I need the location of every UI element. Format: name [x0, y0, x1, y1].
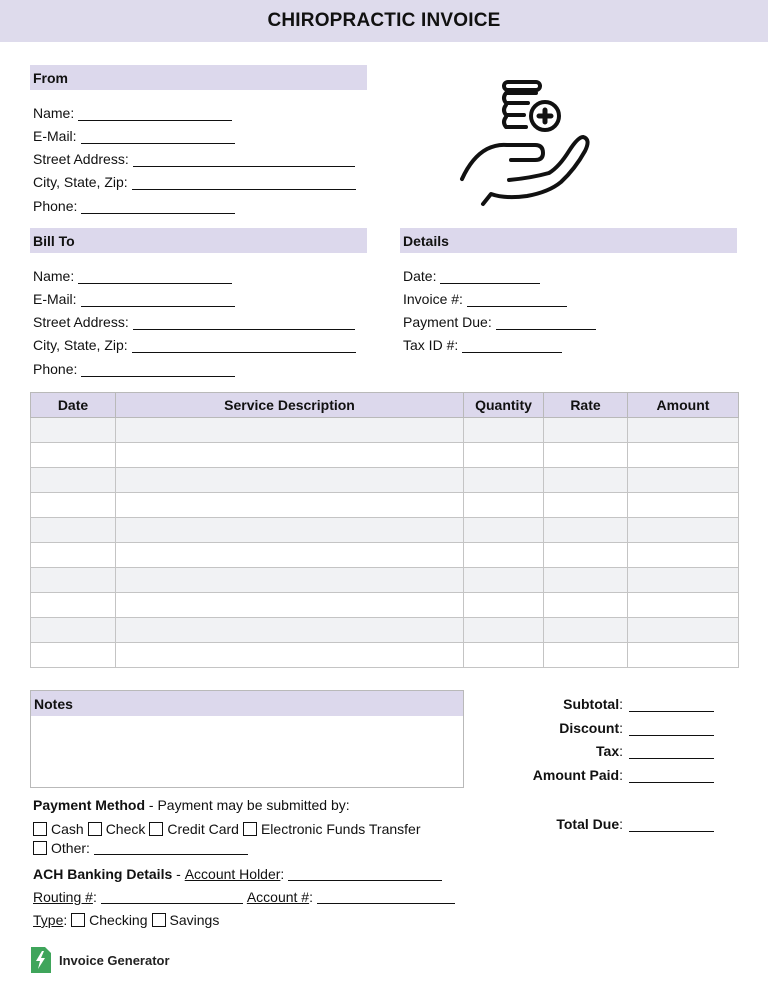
table-cell[interactable] — [31, 518, 116, 543]
discount-field[interactable]: Discount : — [559, 718, 714, 736]
table-cell[interactable] — [544, 568, 628, 593]
table-cell[interactable] — [116, 593, 464, 618]
account-number-label: Account # — [246, 889, 310, 905]
table-row — [31, 518, 739, 543]
table-cell[interactable] — [31, 618, 116, 643]
from-name-field[interactable]: Name: — [33, 103, 232, 121]
ach-label: ACH Banking Details — [33, 866, 173, 882]
table-cell[interactable] — [628, 543, 739, 568]
table-cell[interactable] — [31, 493, 116, 518]
title-bar — [0, 0, 768, 42]
table-cell[interactable] — [628, 643, 739, 668]
brand-name: Invoice Generator — [59, 952, 170, 968]
table-row — [31, 568, 739, 593]
table-cell[interactable] — [544, 593, 628, 618]
table-cell[interactable] — [116, 518, 464, 543]
savings-checkbox[interactable] — [152, 913, 166, 927]
table-row — [31, 618, 739, 643]
subtotal-field[interactable]: Subtotal : — [563, 694, 714, 712]
table-cell[interactable] — [116, 618, 464, 643]
amount-paid-field[interactable]: Amount Paid : — [533, 765, 714, 783]
payment-method-line — [33, 797, 350, 813]
table-cell[interactable] — [31, 418, 116, 443]
routing-label: Routing # — [33, 889, 93, 905]
table-row — [31, 468, 739, 493]
payment-options-row — [33, 821, 424, 837]
type-label: Type — [33, 912, 64, 928]
payment-method-note: - Payment may be submitted by: — [145, 797, 350, 813]
account-holder-label: Account Holder — [184, 866, 281, 882]
total-due-field[interactable]: Total Due : — [556, 814, 714, 832]
details-heading: Details — [400, 228, 737, 253]
table-row — [31, 543, 739, 568]
table-cell[interactable] — [628, 443, 739, 468]
credit-card-checkbox[interactable] — [149, 822, 163, 836]
details-date-field[interactable]: Date: — [403, 266, 540, 284]
column-header-service-description: Service Description — [116, 393, 464, 418]
items-table-body — [31, 418, 739, 668]
table-cell[interactable] — [116, 568, 464, 593]
from-email-field[interactable]: E-Mail: — [33, 126, 235, 144]
table-cell[interactable] — [464, 518, 544, 543]
table-cell[interactable] — [31, 568, 116, 593]
checking-checkbox[interactable] — [71, 913, 85, 927]
payment-option-other[interactable]: Other: — [33, 840, 248, 856]
table-cell[interactable] — [464, 418, 544, 443]
table-cell[interactable] — [116, 443, 464, 468]
eft-checkbox[interactable] — [243, 822, 257, 836]
table-cell[interactable] — [544, 468, 628, 493]
table-cell[interactable] — [544, 618, 628, 643]
table-cell[interactable] — [544, 643, 628, 668]
table-row — [31, 643, 739, 668]
payment-option-credit-card[interactable]: Credit Card — [149, 821, 239, 837]
details-tax-id-field[interactable]: Tax ID #: — [403, 335, 562, 353]
table-cell[interactable] — [464, 643, 544, 668]
table-row — [31, 593, 739, 618]
type-option-checking[interactable]: Checking — [71, 912, 147, 928]
table-cell[interactable] — [116, 643, 464, 668]
type-option-savings[interactable]: Savings — [152, 912, 220, 928]
table-cell[interactable] — [628, 493, 739, 518]
tax-field[interactable]: Tax : — [596, 741, 714, 759]
items-table — [30, 392, 739, 668]
column-header-date: Date — [31, 393, 116, 418]
from-phone-field[interactable]: Phone: — [33, 196, 235, 214]
bill-to-street-field[interactable]: Street Address: — [33, 312, 355, 330]
table-cell[interactable] — [31, 468, 116, 493]
check-checkbox[interactable] — [88, 822, 102, 836]
routing-account-line: Routing # : Account # : — [33, 889, 455, 905]
table-cell[interactable] — [464, 493, 544, 518]
other-checkbox[interactable] — [33, 841, 47, 855]
details-payment-due-field[interactable]: Payment Due: — [403, 312, 596, 330]
bill-to-heading: Bill To — [30, 228, 367, 253]
hand-medical-coins-icon — [455, 72, 595, 210]
table-cell[interactable] — [544, 443, 628, 468]
table-cell[interactable] — [31, 593, 116, 618]
column-header-amount: Amount — [628, 393, 739, 418]
table-cell[interactable] — [31, 543, 116, 568]
table-cell[interactable] — [464, 593, 544, 618]
table-cell[interactable] — [544, 418, 628, 443]
cash-checkbox[interactable] — [33, 822, 47, 836]
payment-option-cash[interactable]: Cash — [33, 821, 84, 837]
column-header-rate: Rate — [544, 393, 628, 418]
table-cell[interactable] — [464, 568, 544, 593]
table-row — [31, 493, 739, 518]
table-cell[interactable] — [628, 518, 739, 543]
table-cell[interactable] — [628, 618, 739, 643]
routing-field[interactable] — [101, 890, 243, 904]
table-cell[interactable] — [116, 543, 464, 568]
table-cell[interactable] — [116, 418, 464, 443]
account-type-line: Type : Checking Savings — [33, 912, 220, 928]
table-cell[interactable] — [464, 543, 544, 568]
table-cell[interactable] — [31, 643, 116, 668]
bill-to-name-field[interactable]: Name: — [33, 266, 232, 284]
from-heading: From — [30, 65, 367, 90]
brand-footer — [31, 947, 170, 973]
notes-heading: Notes — [31, 691, 463, 716]
details-invoice-number-field[interactable]: Invoice #: — [403, 289, 567, 307]
table-row — [31, 443, 739, 468]
table-cell[interactable] — [31, 443, 116, 468]
notes-box[interactable] — [30, 690, 464, 788]
lightning-bolt-icon — [31, 947, 51, 973]
bill-to-phone-field[interactable]: Phone: — [33, 359, 235, 377]
items-table-header — [31, 393, 739, 418]
table-cell[interactable] — [464, 443, 544, 468]
bill-to-email-field[interactable]: E-Mail: — [33, 289, 235, 307]
from-street-field[interactable]: Street Address: — [33, 149, 355, 167]
table-cell[interactable] — [464, 468, 544, 493]
table-cell[interactable] — [116, 493, 464, 518]
table-cell[interactable] — [544, 543, 628, 568]
table-cell[interactable] — [628, 468, 739, 493]
account-number-field[interactable] — [317, 890, 455, 904]
table-cell[interactable] — [464, 618, 544, 643]
invoice-title: CHIROPRACTIC INVOICE — [267, 10, 501, 31]
table-cell[interactable] — [628, 593, 739, 618]
payment-option-eft[interactable]: Electronic Funds Transfer — [243, 821, 421, 837]
ach-line: ACH Banking Details - Account Holder : — [33, 866, 442, 882]
table-cell[interactable] — [544, 493, 628, 518]
account-holder-field[interactable] — [288, 867, 442, 881]
table-cell[interactable] — [628, 418, 739, 443]
table-cell[interactable] — [544, 518, 628, 543]
column-header-quantity: Quantity — [464, 393, 544, 418]
payment-method-label: Payment Method — [33, 797, 146, 813]
bill-to-city-field[interactable]: City, State, Zip: — [33, 335, 356, 353]
payment-option-check[interactable]: Check — [88, 821, 146, 837]
table-cell[interactable] — [628, 568, 739, 593]
table-row — [31, 418, 739, 443]
table-cell[interactable] — [116, 468, 464, 493]
from-city-field[interactable]: City, State, Zip: — [33, 172, 356, 190]
